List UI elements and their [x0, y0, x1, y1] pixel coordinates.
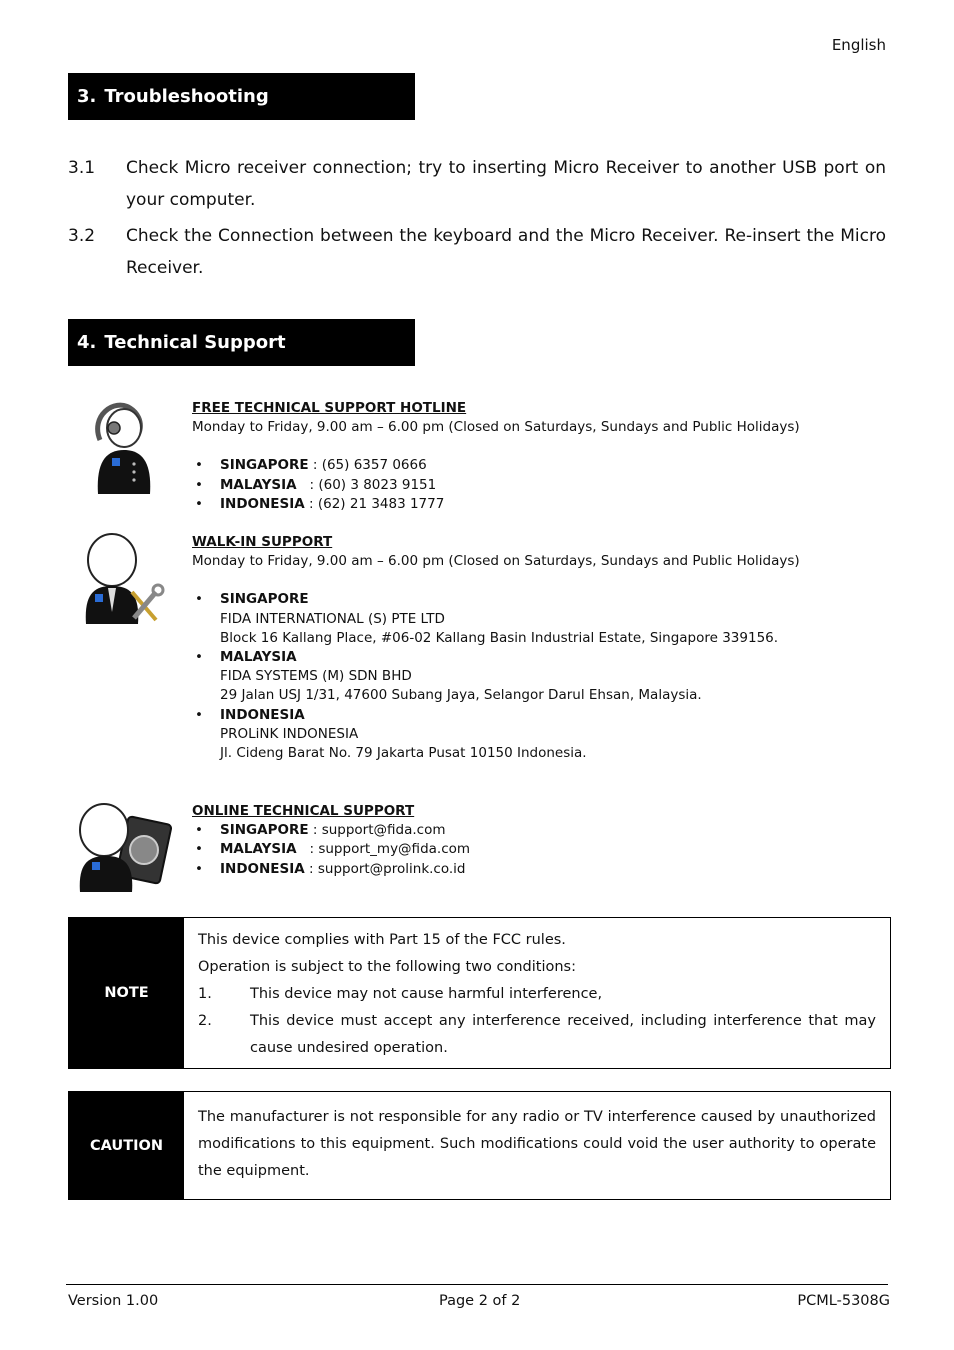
- item-text: Check Micro receiver connection; try to inserting Micro Receiver to another USB port on your computer.: [126, 158, 886, 210]
- country-name: INDONESIA: [220, 860, 305, 877]
- section-number: 3.: [77, 86, 97, 107]
- company-name: PROLiNK INDONESIA: [220, 725, 359, 742]
- online-block: [192, 802, 470, 879]
- note-body: [184, 918, 890, 1068]
- footer-version: Version 1.00: [68, 1293, 159, 1309]
- country-name: • SINGAPORE: [220, 591, 309, 608]
- address: Jl. Cideng Barat No. 79 Jakarta Pusat 10150 Indonesia.: [220, 745, 587, 762]
- company-name: FIDA INTERNATIONAL (S) PTE LTD: [220, 610, 445, 627]
- list-item: [192, 495, 800, 514]
- walkin-title: WALK-IN SUPPORT: [192, 534, 333, 550]
- note-label: NOTE: [69, 918, 184, 1068]
- headset-support-icon: [76, 396, 166, 502]
- country-name: MALAYSIA: [220, 476, 297, 493]
- list-item: [192, 840, 470, 859]
- list-item: [192, 860, 470, 879]
- section-title: Technical Support: [104, 332, 286, 353]
- hotline-block: [192, 399, 800, 514]
- country-name: INDONESIA: [220, 495, 305, 512]
- item-text: Check the Connection between the keyboard and the Micro Receiver. Re-insert the Micro Receiver.: [126, 226, 886, 278]
- caution-box: [68, 1091, 891, 1200]
- troubleshooting-item: [68, 220, 886, 284]
- list-item: [192, 821, 470, 840]
- note-line: This device complies with Part 15 of the FCC rules.: [198, 932, 566, 948]
- note-line: Operation is subject to the following two conditions:: [198, 959, 576, 975]
- footer-page-number: Page 2 of 2: [439, 1293, 521, 1309]
- country-name: SINGAPORE: [220, 822, 309, 839]
- list-item: [192, 590, 800, 648]
- note-item: [198, 1008, 876, 1062]
- footer-model: PCML-5308G: [797, 1293, 890, 1309]
- footer-divider: [66, 1284, 888, 1285]
- item-number: 3.1: [68, 158, 96, 178]
- caution-label: CAUTION: [69, 1092, 184, 1199]
- language-label: English: [831, 36, 886, 54]
- address: Block 16 Kallang Place, #06-02 Kallang Basin Industrial Estate, Singapore 339156.: [220, 629, 779, 646]
- walkin-block: [192, 533, 800, 763]
- note-box: [68, 917, 891, 1069]
- list-item: [192, 476, 800, 495]
- note-item: [198, 981, 876, 1008]
- list-item: [192, 456, 800, 475]
- technician-support-icon: [80, 532, 166, 632]
- section-number: 4.: [77, 332, 97, 353]
- caution-body: [184, 1092, 890, 1199]
- item-number: 2.: [198, 1013, 212, 1029]
- troubleshooting-item: [68, 152, 886, 216]
- phone-number: : (65) 6357 0666: [308, 457, 427, 474]
- list-item: [192, 706, 800, 764]
- email-address: : support_my@fida.com: [296, 841, 471, 858]
- online-support-icon: [76, 800, 172, 900]
- item-number: 3.2: [68, 226, 96, 246]
- walkin-hours: Monday to Friday, 9.00 am – 6.00 pm (Closed on Saturdays, Sundays and Public Holidays): [192, 553, 800, 570]
- online-title: ONLINE TECHNICAL SUPPORT: [192, 803, 415, 819]
- country-name: MALAYSIA: [220, 841, 297, 858]
- country-name: • MALAYSIA: [220, 649, 297, 666]
- email-address: : support@fida.com: [308, 822, 446, 839]
- address: 29 Jalan USJ 1/31, 47600 Subang Jaya, Selangor Darul Ehsan, Malaysia.: [220, 687, 702, 704]
- list-item: [192, 648, 800, 706]
- hotline-hours: Monday to Friday, 9.00 am – 6.00 pm (Closed on Saturdays, Sundays and Public Holidays): [192, 419, 800, 436]
- walkin-list: [192, 590, 800, 763]
- country-name: • INDONESIA: [220, 706, 305, 723]
- phone-number: : (60) 3 8023 9151: [296, 476, 437, 493]
- item-text: This device may not cause harmful interference,: [250, 986, 603, 1002]
- item-number: 1.: [198, 986, 212, 1002]
- item-text: This device must accept any interference received, including interference that may cause undesired operation.: [250, 1013, 876, 1056]
- hotline-title: FREE TECHNICAL SUPPORT HOTLINE: [192, 400, 467, 416]
- section-title: Troubleshooting: [104, 86, 269, 107]
- country-name: SINGAPORE: [220, 457, 309, 474]
- caution-text: The manufacturer is not responsible for any radio or TV interference caused by unauthorized modifications to this equipment. Such modifications could void the user authority to operate the equipment.: [198, 1109, 876, 1179]
- technical-support-heading: [68, 319, 415, 366]
- online-list: [192, 821, 470, 879]
- company-name: FIDA SYSTEMS (M) SDN BHD: [220, 668, 412, 685]
- hotline-list: [192, 456, 800, 514]
- email-address: : support@prolink.co.id: [304, 860, 466, 877]
- troubleshooting-heading: [68, 73, 415, 120]
- phone-number: : (62) 21 3483 1777: [304, 495, 445, 512]
